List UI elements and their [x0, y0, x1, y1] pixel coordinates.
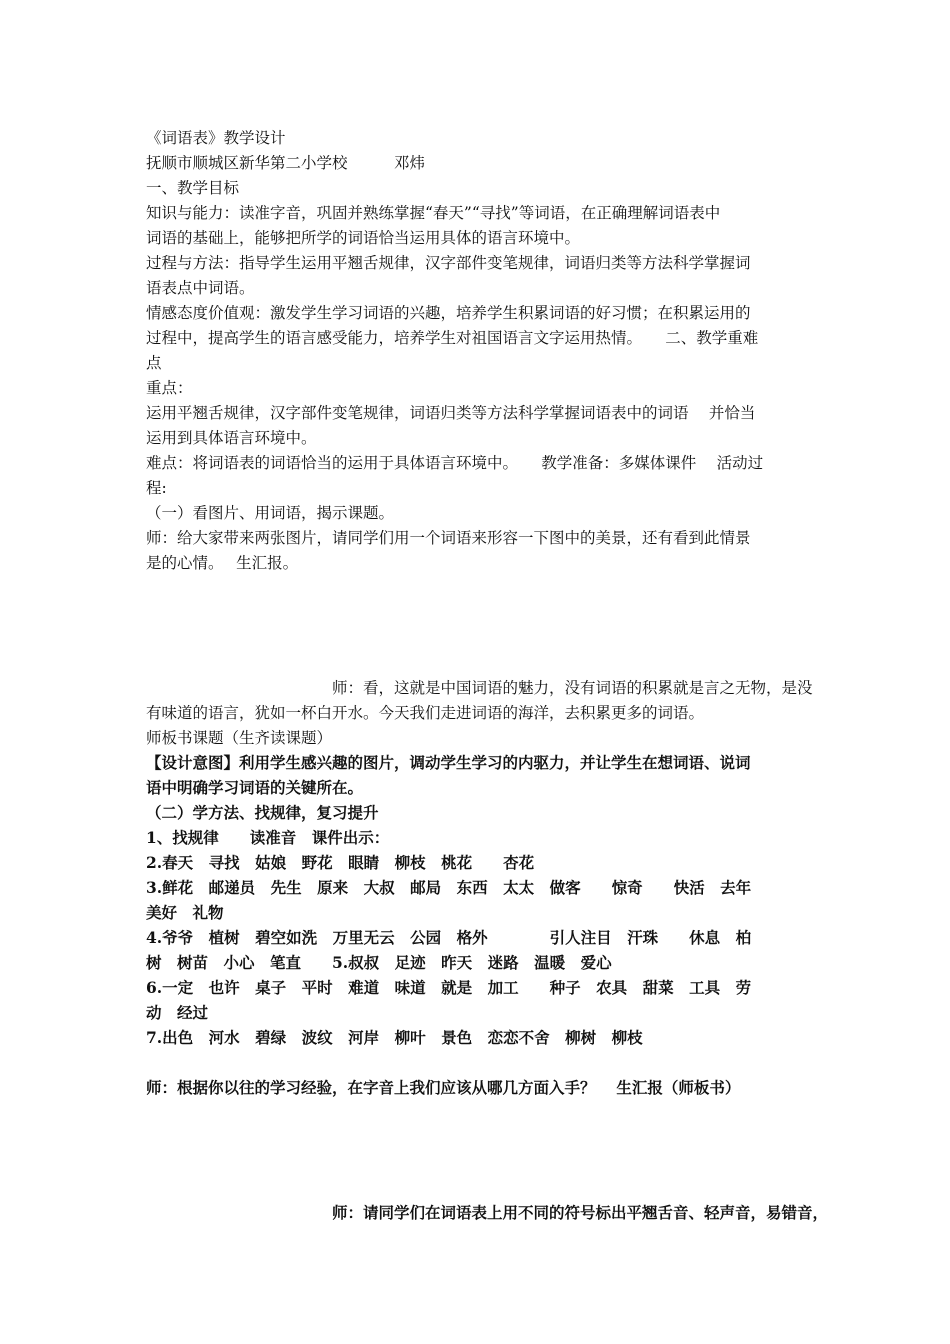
paragraph-line: 师：请同学们在词语表上用不同的符号标出平翘舌音、轻声音，易错音，	[146, 1203, 829, 1222]
paragraph-line: 师：看，这就是中国词语的魅力，没有词语的积累就是言之无物，是没	[146, 679, 813, 697]
paragraph-line: 词语的基础上，能够把所学的词语恰当运用具体的语言环境中。	[146, 229, 581, 247]
paragraph-line: 过程与方法：指导学生运用平翘舌规律，汉字部件变笔规律，词语归类等方法科学掌握词	[146, 254, 751, 272]
paragraph-line: 4.爷爷 植树 碧空如洗 万里无云 公园 格外 引人注目 汗珠 休息 柏	[146, 928, 752, 947]
paragraph-line: 美好 礼物	[146, 903, 224, 922]
paragraph-line: 师：给大家带来两张图片，请同学们用一个词语来形容一下图中的美景，还有看到此情景	[146, 529, 751, 547]
paragraph-line: 程:	[146, 479, 167, 497]
paragraph-line: 6.一定 也许 桌子 平时 难道 味道 就是 加工 种子 农具 甜菜 工具 劳	[146, 978, 752, 997]
paragraph-line: 1、找规律 读准音 课件出示：	[146, 828, 390, 847]
document-title: 《词语表》教学设计	[146, 129, 286, 147]
paragraph-line: 过程中，提高学生的语言感受能力，培养学生对祖国语言文字运用热情。 二、教学重难	[146, 329, 759, 347]
paragraph-line: 重点：	[146, 379, 193, 397]
paragraph-line: 运用到具体语言环境中。	[146, 429, 317, 447]
paragraph-line: 是的心情。 生汇报。	[146, 554, 299, 572]
paragraph-line: 难点：将词语表的词语恰当的运用于具体语言环境中。 教学准备：多媒体课件 活动过	[146, 454, 764, 472]
paragraph-line: 有味道的语言，犹如一杯白开水。今天我们走进词语的海洋，去积累更多的词语。	[146, 704, 705, 722]
paragraph-line: （一）看图片、用词语，揭示课题。	[146, 504, 395, 522]
paragraph-line: 树 树苗 小心 笔直 5.叔叔 足迹 昨天 迷路 温暖 爱心	[146, 953, 612, 972]
paragraph-line: 【设计意图】利用学生感兴趣的图片，调动学生学习的内驱力，并让学生在想词语、说词	[146, 753, 751, 772]
author-line: 抚顺市顺城区新华第二小学校 邓炜	[146, 154, 426, 172]
paragraph-line: 师：根据你以往的学习经验，在字音上我们应该从哪几方面入手？ 生汇报（师板书）	[146, 1078, 741, 1097]
paragraph-line: 语表点中词语。	[146, 279, 255, 297]
paragraph-line: 师板书课题（生齐读课题）	[146, 729, 333, 747]
paragraph-line: 2.春天 寻找 姑娘 野花 眼睛 柳枝 桃花 杏花	[146, 853, 535, 872]
paragraph-line: 情感态度价值观：激发学生学习词语的兴趣，培养学生积累词语的好习惯；在积累运用的	[146, 304, 751, 322]
paragraph-line: 点	[146, 354, 162, 372]
paragraph-line: （二）学方法、找规律，复习提升	[146, 803, 379, 822]
paragraph-line: 知识与能力：读准字音，巩固并熟练掌握“春天”“寻找”等词语，在正确理解词语表中	[146, 204, 721, 222]
paragraph-line: 3.鲜花 邮递员 先生 原来 大叔 邮局 东西 太太 做客 惊奇 快活 去年	[146, 878, 752, 897]
paragraph-line: 运用平翘舌规律，汉字部件变笔规律，词语归类等方法科学掌握词语表中的词语 并恰当	[146, 404, 756, 422]
paragraph-line: 7.出色 河水 碧绿 波纹 河岸 柳叶 景色 恋恋不舍 柳树 柳枝	[146, 1028, 643, 1047]
paragraph-line: 动 经过	[146, 1003, 209, 1022]
paragraph-line: 语中明确学习词语的关键所在。	[146, 778, 364, 797]
section-heading: 一、教学目标	[146, 179, 240, 197]
